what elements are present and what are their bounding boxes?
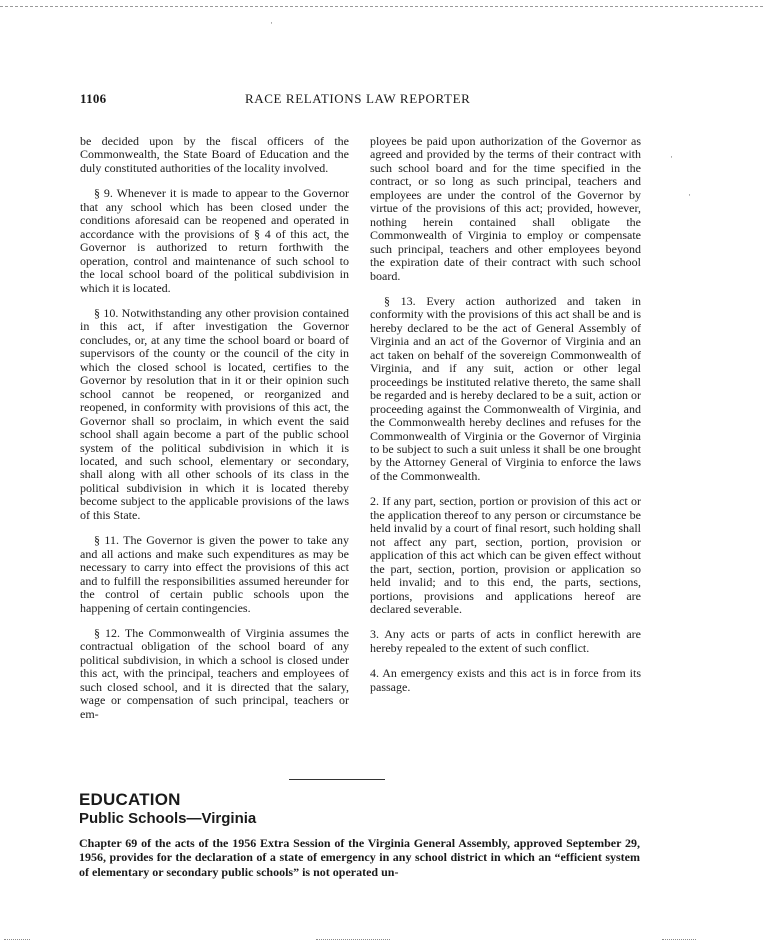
section-subheading: Public Schools—Virginia (79, 810, 257, 827)
section-divider (289, 779, 385, 780)
perforation-line (0, 6, 763, 7)
paragraph: § 9. Whenever it is made to appear to the Governor that any school which has been closed under the conditions aforesaid can be reopened and operated in accordance with the provisions of § 4 of this act, the Governor is authorized to return forthwith the operation, control and maintenance of such school to the local school board of the political subdivision in which it is located. (80, 186, 349, 295)
section-summary: Chapter 69 of the acts of the 1956 Extra Session of the Virginia General Assembly, approved September 29, 1956, provides for the declaration of a state of emergency in any school district in which an “efficient system of elementary or secondary public schools” is not operated un- (79, 836, 640, 879)
paragraph: 3. Any acts or parts of acts in conflict herewith are hereby repealed to the extent of such conflict. (370, 627, 641, 655)
page-header (80, 91, 640, 109)
paragraph: § 13. Every action authorized and taken in conformity with the provisions of this act shall be and is hereby declared to be the act of General Assembly of Virginia and an act of the Governor of Virginia and an act taken on behalf of the sovereign Commonwealth of Virginia, and if any suit, action or other legal proceedings be instituted relative thereto, the same shall be regarded and is hereby declared to be a suit, action or proceeding against the Commonwealth of Virginia, and the Commonwealth hereby declines and refuses for the Commonwealth of Virginia or the Governor of Virginia to be subject to such a suit unless it shall be one brought by the Attorney General of Virginia to enforce the laws of the Commonwealth. (370, 293, 641, 483)
scan-mark (4, 939, 30, 940)
paragraph: ployees be paid upon authorization of the Governor as agreed and provided by the terms of their contract with such school board and for the time specified in the contract, or so long as such principal, teachers and employees are under the control of the Governor by virtue of the provisions of this act; provided, however, nothing herein contained shall obligate the Commonwealth of Virginia to employ or compensate such principal, teachers and other employees beyond the expiration date of their contract with such school board. (370, 134, 641, 283)
scan-speck: · (270, 18, 273, 28)
paragraph: 2. If any part, section, portion or provision of this act or the application thereof to any person or circumstance be held invalid by a court of final resort, such holding shall not affect any part, section, portion, provision or application of this act which can be given effect without the part, section, portion, provision or application so held invalid; and to this end, the parts, sections, portions, provisions and applications hereof are declared severable. (370, 494, 641, 616)
left-column (80, 135, 349, 733)
section-heading: EDUCATION (79, 790, 181, 809)
scan-speck: · (670, 152, 673, 162)
paragraph: 4. An emergency exists and this act is in force from its passage. (370, 666, 641, 694)
right-column (370, 135, 641, 706)
paragraph: § 12. The Commonwealth of Virginia assumes the contractual obligation of the school board of any political subdivision, in which a school is closed under this act, with the principal, teachers and employees of such closed school, and it is directed that the salary, wage or compensation of such principal, teachers or em- (80, 625, 349, 721)
paragraph: § 11. The Governor is given the power to take any and all actions and make such expenditures as may be necessary to carry into effect the provisions of this act and to fulfill the responsibilities assumed hereunder for the control of certain public schools upon the happening of certain contingencies. (80, 533, 349, 615)
page-number: 1106 (80, 91, 107, 106)
scan-mark (316, 939, 390, 940)
paragraph: be decided upon by the fiscal officers of the Commonwealth, the State Board of Education and the duly constituted authorities of the locality involved. (80, 134, 349, 175)
running-head: RACE RELATIONS LAW REPORTER (245, 91, 471, 106)
scan-mark (662, 939, 696, 940)
paragraph: § 10. Notwithstanding any other provision contained in this act, if after investigation the Governor concludes, or, at any time the school board or board of supervisors of the county or the council of the city in which the closed school is located, certifies to the Governor by resolution that in it or their opinion such school cannot be reopened, or reorganized and reopened, in conformity with provisions of this act, the Governor shall so proclaim, in which event the said school shall again become a part of the public school system of the political subdivision in which it is located, and such school, elementary or secondary, shall along with all other schools of its class in the political subdivision in which it is located thereby become subject to the applicable provisions of the laws of this State. (80, 305, 349, 522)
scan-speck: · (688, 190, 691, 200)
scan-edge (0, 936, 763, 943)
